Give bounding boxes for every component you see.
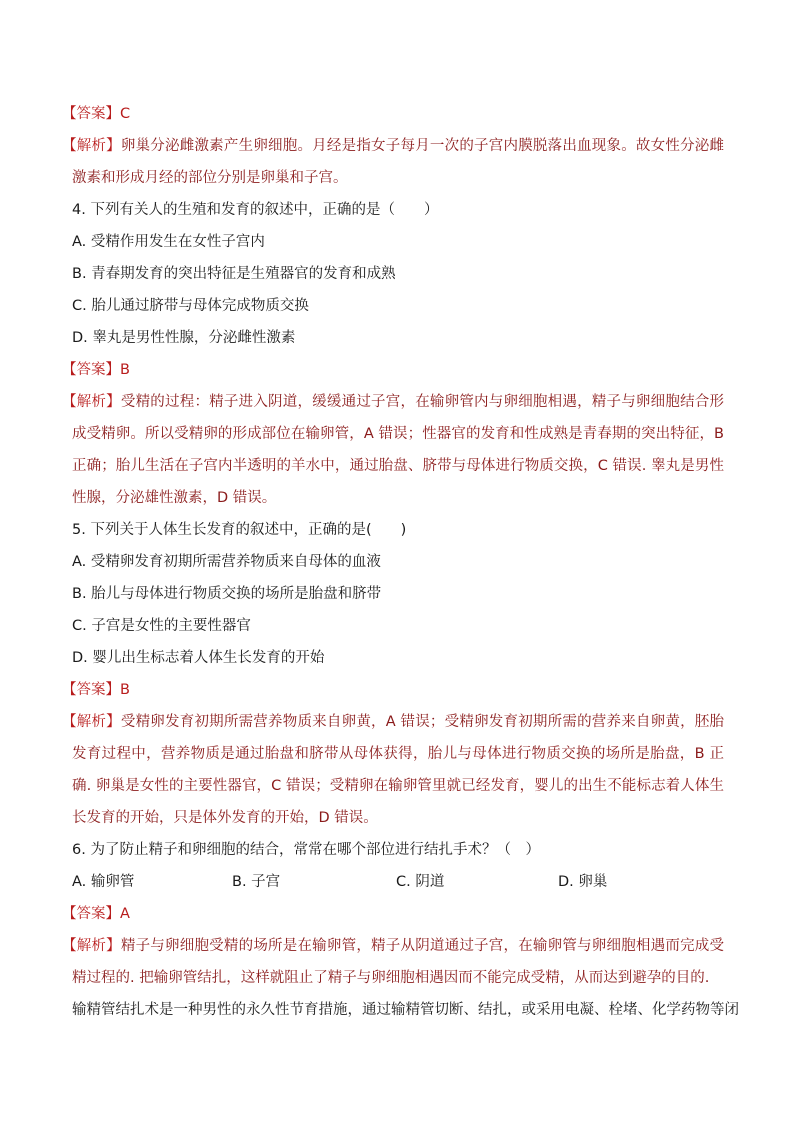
q4-analysis-text: 受精的过程：精子进入阴道，缓缓通过子宫，在输卵管内与卵细胞相遇，精子与卵细胞结合形成受精卵。所以受精卵的形成部位在输卵管，A 错误；性器官的发育和性成熟是青春期的突出特征，B 正确；胎儿生活在子宫内半透明的羊水中，通过胎盘、脐带与母体进行物质交换，C 错误. 睾丸是男性性腺，分泌雄性激素，D 错误。: [72, 394, 725, 506]
q3-answer-line: [62, 98, 724, 130]
q6-analysis-tag: 【解析】: [62, 938, 121, 954]
q6-analysis: [62, 930, 725, 994]
q3-answer-value: C: [120, 106, 131, 122]
q6-option-d: D. 卵巢: [558, 874, 608, 890]
q3-analysis: [62, 130, 725, 194]
q5-analysis: [62, 706, 725, 834]
q5-answer-line: [62, 674, 724, 706]
q5-stem: 5. 下列关于人体生长发育的叙述中，正确的是( ): [72, 522, 407, 538]
q5-option-d: D. 婴儿出生标志着人体生长发育的开始: [72, 650, 325, 666]
q6-extra-text: 输精管结扎术是一种男性的永久性节育措施，通过输精管切断、结扎，或采用电凝、栓堵、化学药物等闭: [72, 1002, 739, 1018]
document-page: [62, 98, 739, 1026]
q4-analysis-tag: 【解析】: [62, 394, 121, 410]
q6-option-a: A. 输卵管: [72, 874, 135, 890]
q6-options-row: [72, 866, 724, 898]
q6-option-b: B. 子宫: [232, 874, 281, 890]
q6-stem: 6. 为了防止精子和卵细胞的结合，常常在哪个部位进行结扎手术？（ ）: [72, 842, 540, 858]
q5-analysis-tag: 【解析】: [62, 714, 121, 730]
q6-option-c: C. 阴道: [396, 874, 445, 890]
q6-answer-line: [62, 898, 724, 930]
q3-analysis-text: 卵巢分泌雌激素产生卵细胞。月经是指女子每月一次的子宫内膜脱落出血现象。故女性分泌雌激素和形成月经的部位分别是卵巢和子宫。: [72, 138, 725, 186]
q4-option-d: D. 睾丸是男性性腺，分泌雌性激素: [72, 330, 296, 346]
q4-answer-tag: 【答案】: [62, 362, 120, 378]
q4-analysis: [62, 386, 725, 514]
q4-option-a: A. 受精作用发生在女性子宫内: [72, 234, 265, 250]
q4-answer-value: B: [120, 362, 130, 378]
q4-answer-line: [62, 354, 724, 386]
q5-answer-value: B: [120, 682, 130, 698]
q6-analysis-text: 精子与卵细胞受精的场所是在输卵管，精子从阴道通过子宫，在输卵管与卵细胞相遇而完成受精过程的. 把输卵管结扎，这样就阻止了精子与卵细胞相遇因而不能完成受精，从而达到避孕的目的.: [72, 938, 725, 986]
q4-option-c: C. 胎儿通过脐带与母体完成物质交换: [72, 298, 309, 314]
q5-answer-tag: 【答案】: [62, 682, 120, 698]
q5-option-a: A. 受精卵发育初期所需营养物质来自母体的血液: [72, 554, 381, 570]
q6-answer-tag: 【答案】: [62, 906, 120, 922]
q6-answer-value: A: [120, 906, 130, 922]
q4-stem: 4. 下列有关人的生殖和发育的叙述中，正确的是（ ）: [72, 202, 439, 218]
q5-option-c: C. 子宫是女性的主要性器官: [72, 618, 251, 634]
q4-option-b: B. 青春期发育的突出特征是生殖器官的发育和成熟: [72, 266, 396, 282]
q5-analysis-text: 受精卵发育初期所需营养物质来自卵黄，A 错误；受精卵发育初期所需的营养来自卵黄，胚胎发育过程中，营养物质是通过胎盘和脐带从母体获得，胎儿与母体进行物质交换的场所是胎盘，B 正确. 卵巢是女性的主要性器官，C 错误；受精卵在输卵管里就已经发育，婴儿的出生不能标志着人体生长发育的开始，只是体外发育的开始，D 错误。: [72, 714, 725, 826]
q5-option-b: B. 胎儿与母体进行物质交换的场所是胎盘和脐带: [72, 586, 382, 602]
q3-answer-tag: 【答案】: [62, 106, 120, 122]
q3-analysis-tag: 【解析】: [62, 138, 121, 154]
